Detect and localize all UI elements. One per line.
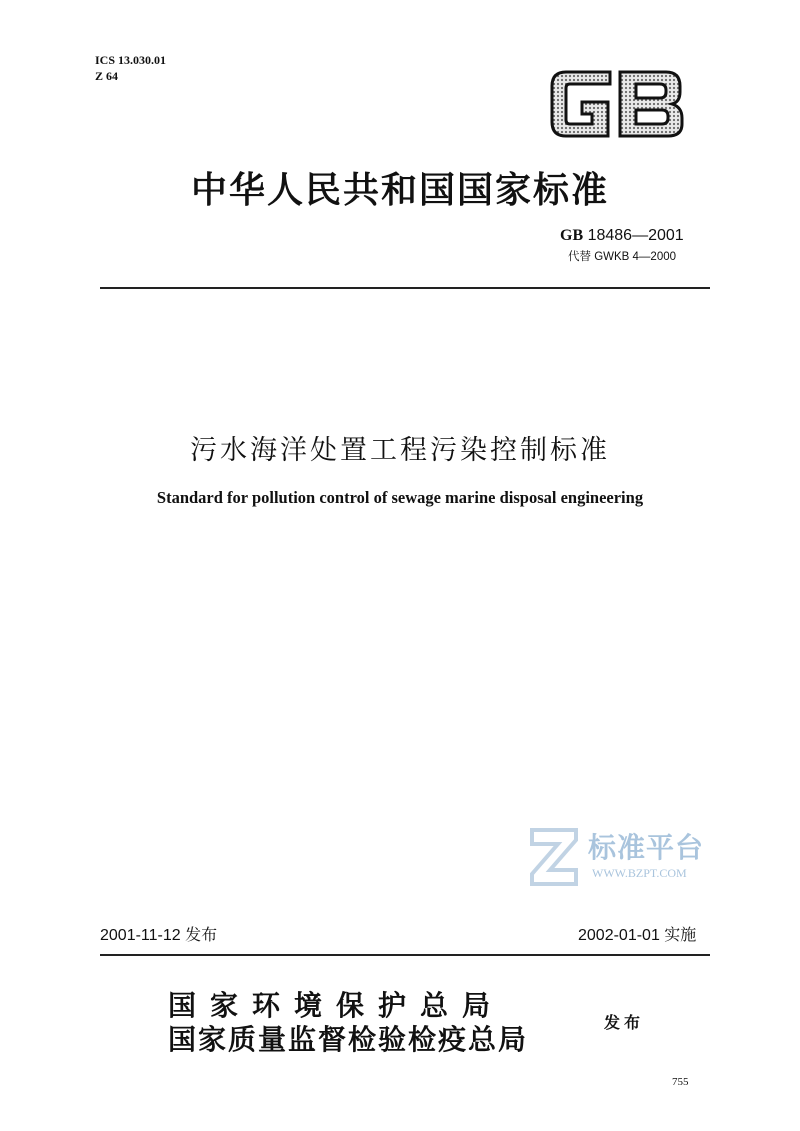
document-title: 污水海洋处置工程污染控制标准 — [190, 435, 610, 466]
watermark-url: WWW.BZPT.COM — [592, 866, 687, 880]
replaces-note: 代替 GWKB 4—2000 — [568, 251, 677, 263]
classification-code: Z 64 — [95, 69, 119, 83]
ics-block — [95, 52, 166, 84]
watermark-text: 标准平台 — [588, 831, 705, 864]
publish-label: 发布 — [604, 1013, 645, 1032]
document-title-english: Standard for pollution control of sewage marine disposal engineering — [156, 488, 644, 507]
issue-date: 2001-11-12 发布 — [100, 927, 218, 944]
national-standard-title: 中华人民共和国国家标准 — [190, 169, 609, 211]
issuer-org-2: 国家质量监督检验检疫总局 — [168, 1023, 529, 1056]
standard-number — [560, 227, 684, 245]
issuer-org-1: 国家环境保护总局 — [168, 989, 505, 1022]
page-number: 755 — [672, 1076, 689, 1088]
standard-prefix: GB — [560, 227, 584, 244]
gb-logo — [548, 62, 686, 146]
bottom-divider — [100, 954, 710, 956]
implementation-date: 2002-01-01 实施 — [578, 927, 697, 944]
standard-number-value: 18486—2001 — [587, 227, 684, 244]
top-divider — [100, 287, 710, 289]
ics-code: ICS 13.030.01 — [95, 53, 167, 67]
